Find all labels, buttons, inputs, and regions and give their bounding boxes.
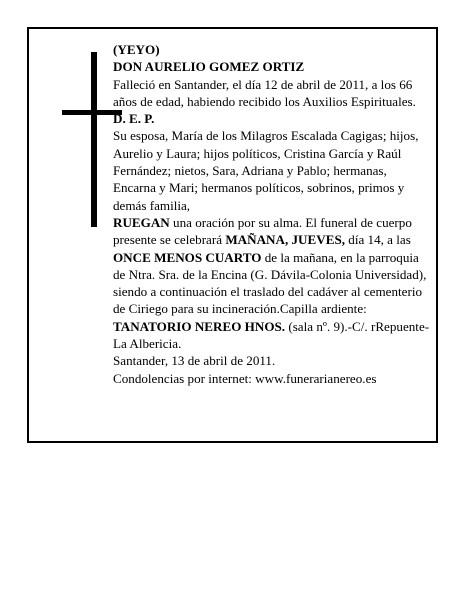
funeral-info: [113, 214, 431, 352]
funeral-text-2: día 14, a las: [345, 232, 411, 248]
funeral-text-4: (sala nº. 9).-C/. rRepuente-La Albericia.: [113, 318, 430, 352]
obituary-text: [113, 41, 431, 387]
condolences-link: Condolencias por internet: www.funerarianereo.es: [113, 370, 377, 386]
funeral-day: MAÑANA, JUEVES,: [225, 232, 345, 248]
date-place: Santander, 13 de abril de 2011.: [113, 353, 276, 369]
deceased-name: DON AURELIO GOMEZ ORTIZ: [113, 59, 305, 75]
funeral-home: TANATORIO NEREO HNOS.: [113, 318, 286, 334]
funeral-text-1: una oración por su alma. El funeral de cuerpo presente se celebrará: [113, 214, 412, 248]
family-list: Su esposa, María de los Milagros Escalada Cagigas; hijos, Aurelio y Laura; hijos políticos, Cristina García y Raúl Fernández; nietos, Sara, Adriana y Pablo; hermanas, Encarna y Mari; hermanos políticos, sobrinos, primos y demás familia,: [113, 128, 419, 213]
funeral-time: ONCE MENOS CUARTO: [113, 249, 262, 265]
rip: D. E. P.: [113, 111, 155, 127]
funeral-text-3: de la mañana, en la parroquia de Ntra. Sra. de la Encina (G. Dávila-Colonia Universidad), siendo a continuación el traslado del cadáver al cementerio de Ciriego para su incineración.Capilla ardiente:: [113, 249, 427, 317]
death-info: Falleció en Santander, el día 12 de abril de 2011, a los 66 años de edad, habiendo recibido los Auxilios Espirituales.: [113, 76, 416, 109]
obituary-notice: [27, 27, 438, 443]
cross-vertical-bar: [91, 52, 97, 227]
ruegan-label: RUEGAN: [113, 214, 170, 230]
nickname: (YEYO): [113, 42, 160, 57]
